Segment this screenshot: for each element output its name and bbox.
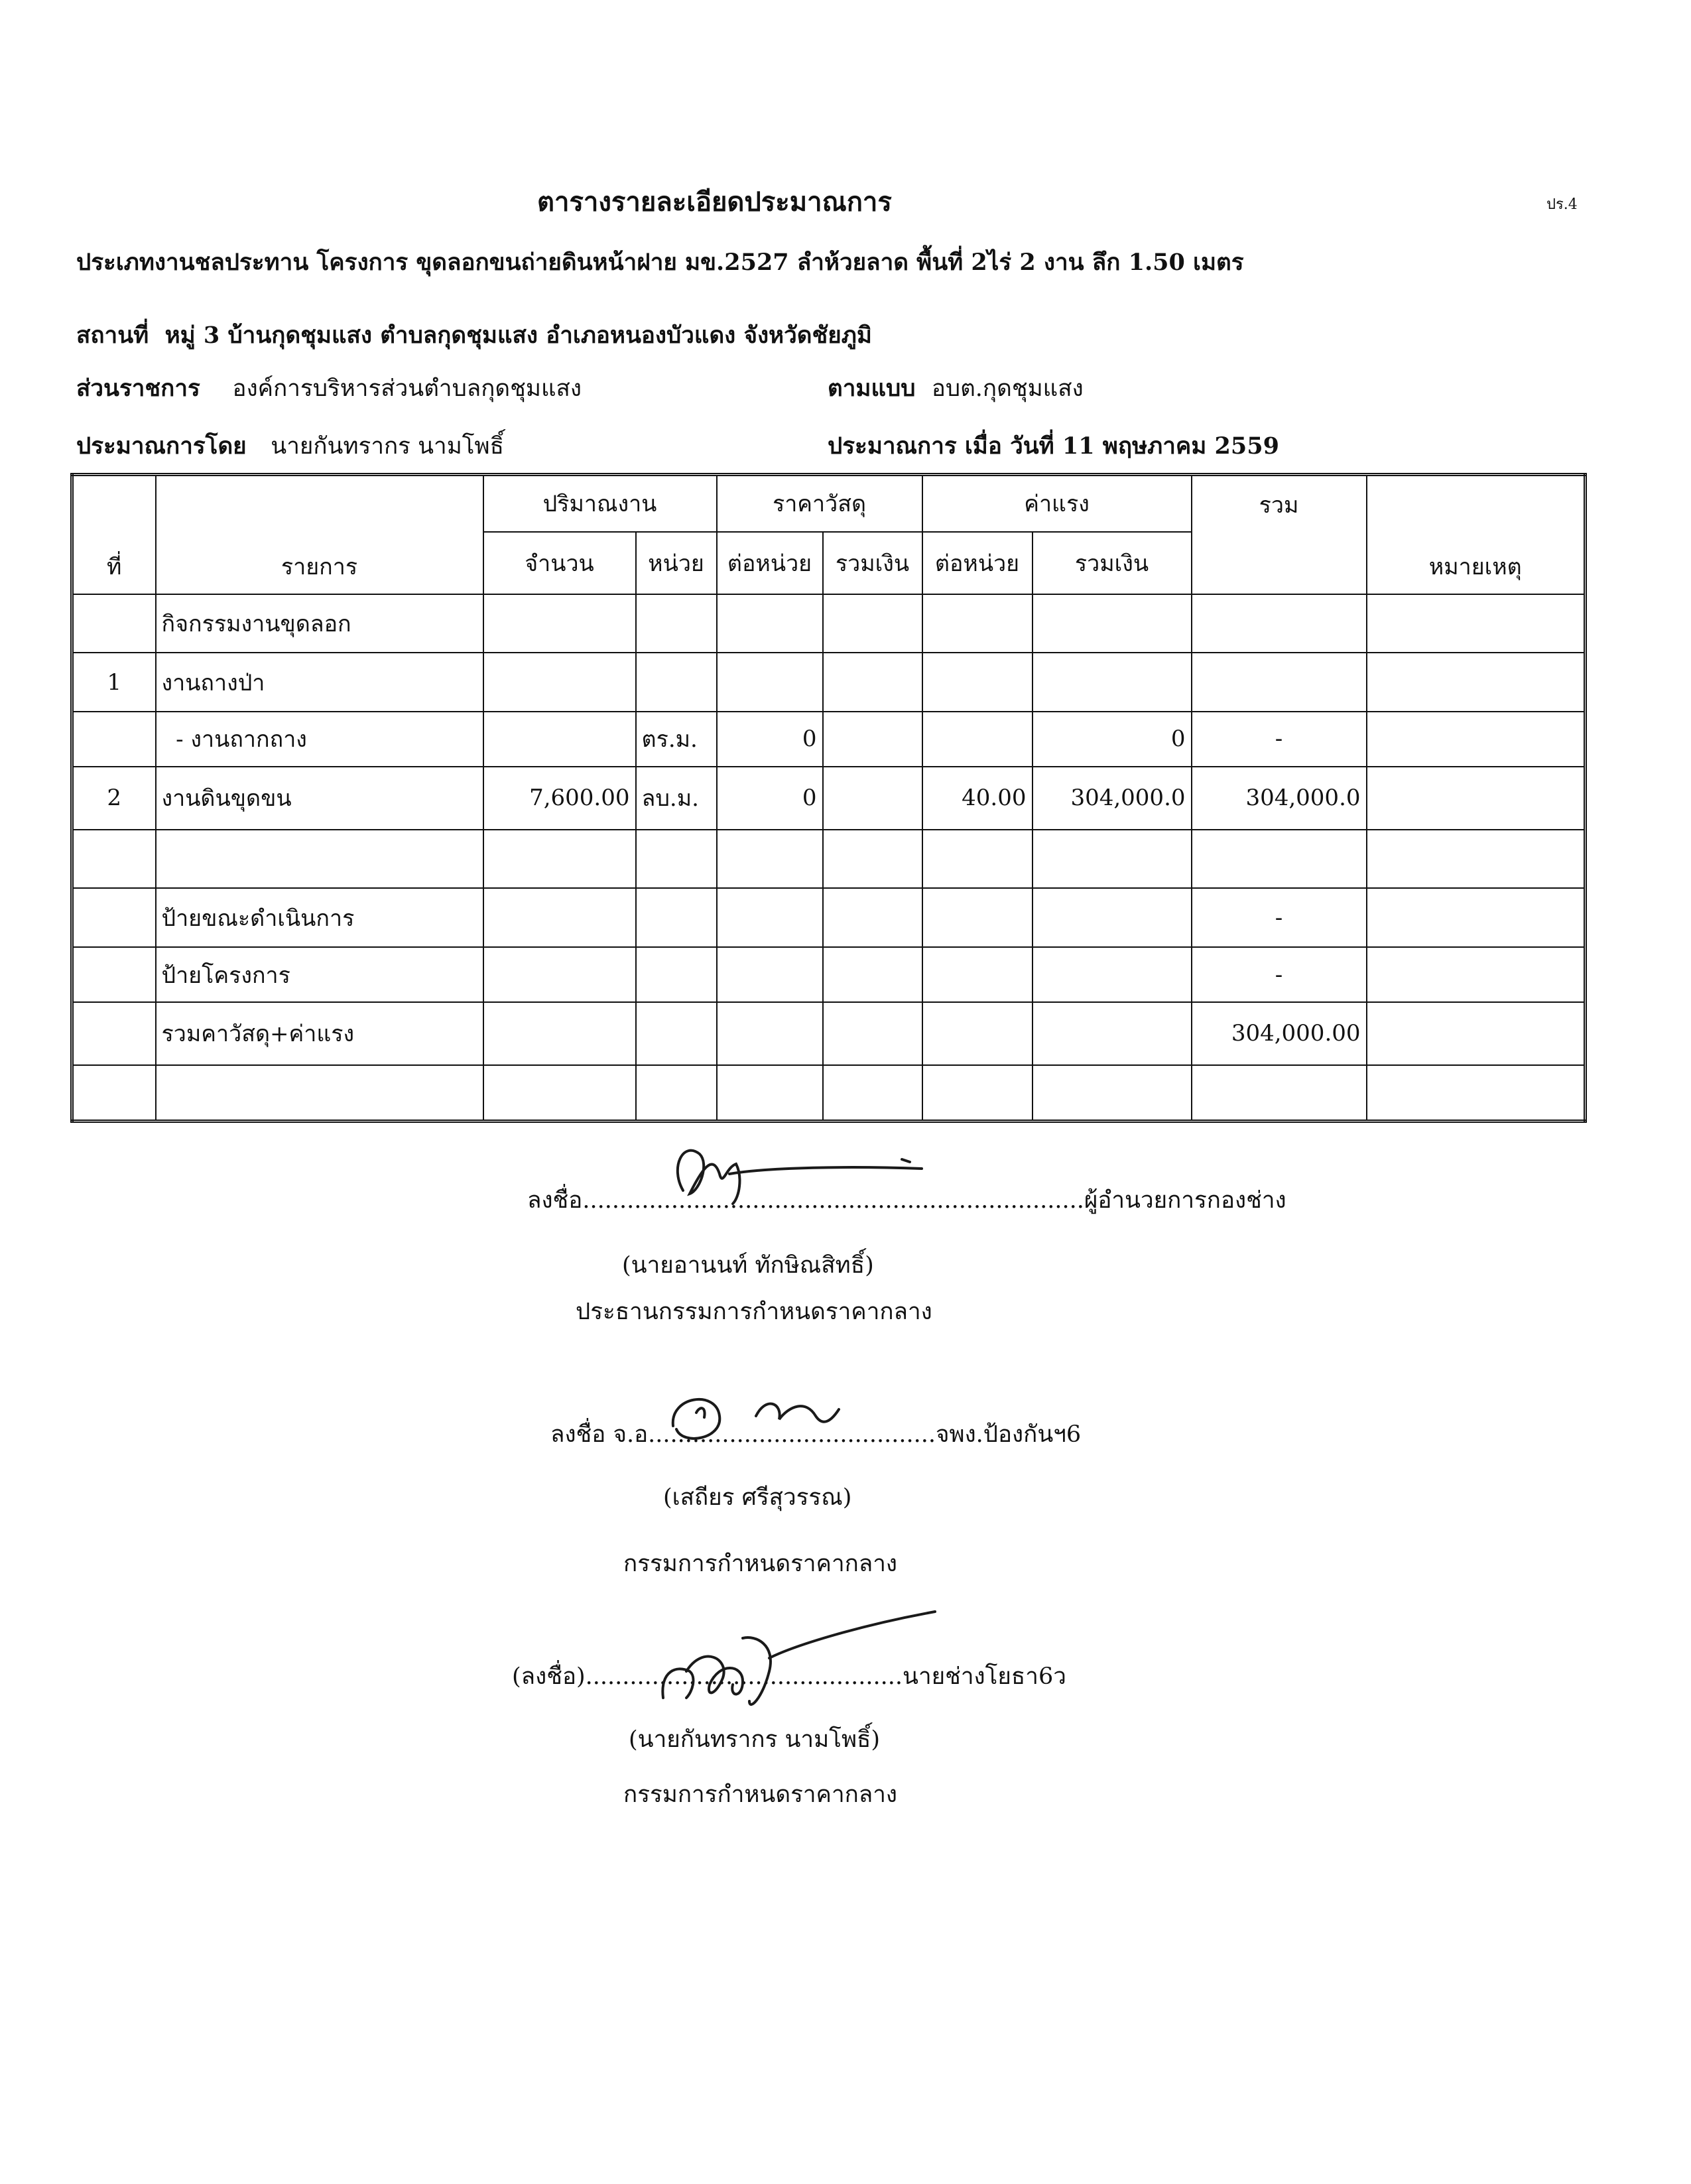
cell-remark bbox=[1367, 888, 1586, 947]
cell-mat-total bbox=[823, 1065, 922, 1122]
cell-remark bbox=[1367, 712, 1586, 767]
cell-unit bbox=[636, 830, 717, 889]
signature-suffix: จพง.ป้องกันฯ6 bbox=[936, 1421, 1082, 1448]
cell-item: งานดินขุดขน bbox=[156, 767, 483, 830]
header-qty-amount: จำนวน bbox=[483, 532, 636, 594]
pattern-line bbox=[828, 370, 1084, 407]
cell-amount bbox=[483, 653, 636, 712]
estimate-table bbox=[70, 473, 1587, 1123]
cell-mat-unit bbox=[717, 653, 823, 712]
cell-total bbox=[1192, 1065, 1367, 1122]
pattern-label: ตามแบบ bbox=[828, 375, 916, 402]
cell-mat-unit bbox=[717, 594, 823, 653]
cell-amount: 7,600.00 bbox=[483, 767, 636, 830]
estimator-line bbox=[76, 428, 504, 464]
location-line bbox=[76, 317, 872, 353]
cell-lab-total: 0 bbox=[1033, 712, 1192, 767]
cell-unit: ตร.ม. bbox=[636, 712, 717, 767]
cell-lab-total bbox=[1033, 947, 1192, 1002]
signatory-role-3: กรรมการกำหนดราคากลาง bbox=[623, 1781, 897, 1808]
cell-no: 1 bbox=[72, 653, 156, 712]
cell-remark bbox=[1367, 947, 1586, 1002]
table-row bbox=[72, 594, 1586, 653]
cell-no bbox=[72, 888, 156, 947]
signature-suffix: ผู้อำนวยการกองช่าง bbox=[1084, 1187, 1286, 1214]
agency-line bbox=[76, 370, 582, 407]
cell-mat-total bbox=[823, 830, 922, 889]
cell-remark bbox=[1367, 1065, 1586, 1122]
cell-lab-unit bbox=[922, 830, 1033, 889]
signature-suffix: นายช่างโยธา6ว bbox=[903, 1663, 1066, 1690]
estimator-value: นายกันทรากร นามโพธิ์ bbox=[271, 433, 504, 460]
cell-no bbox=[72, 1065, 156, 1122]
cell-unit bbox=[636, 594, 717, 653]
signature-dots: ........................................... bbox=[585, 1663, 903, 1690]
cell-mat-total bbox=[823, 888, 922, 947]
header-row-top bbox=[72, 475, 1586, 532]
header-total: รวม bbox=[1192, 475, 1367, 594]
cell-lab-total bbox=[1033, 653, 1192, 712]
cell-lab-unit bbox=[922, 594, 1033, 653]
cell-lab-unit bbox=[922, 712, 1033, 767]
cell-mat-unit bbox=[717, 947, 823, 1002]
cell-lab-total bbox=[1033, 888, 1192, 947]
cell-amount bbox=[483, 1065, 636, 1122]
cell-item bbox=[156, 830, 483, 889]
cell-lab-unit bbox=[922, 1065, 1033, 1122]
signatory-name-3: (นายกันทรากร นามโพธิ์) bbox=[629, 1726, 881, 1753]
cell-total bbox=[1192, 653, 1367, 712]
cell-lab-unit bbox=[922, 947, 1033, 1002]
cell-mat-unit: 0 bbox=[717, 712, 823, 767]
cell-total: - bbox=[1192, 947, 1367, 1002]
header-quantity: ปริมาณงาน bbox=[483, 475, 717, 532]
cell-lab-total bbox=[1033, 1065, 1192, 1122]
estimate-date: ประมาณการ เมื่อ วันที่ 11 พฤษภาคม 2559 bbox=[828, 432, 1279, 460]
cell-lab-unit: 40.00 bbox=[922, 767, 1033, 830]
location-value: หมู่ 3 บ้านกุดชุมแสง ตำบลกุดชุมแสง อำเภอหนองบัวแดง จังหวัดชัยภูมิ bbox=[164, 322, 872, 349]
signature-dots: ...................................... bbox=[655, 1421, 936, 1448]
signatory-name-2: (เสถียร ศรีสุวรรณ) bbox=[663, 1484, 852, 1511]
agency-label: ส่วนราชการ bbox=[76, 375, 200, 402]
signature-dots: .................................................................... bbox=[582, 1187, 1084, 1214]
cell-remark bbox=[1367, 653, 1586, 712]
handwritten-signature-3 bbox=[650, 1598, 955, 1718]
cell-mat-total bbox=[823, 712, 922, 767]
cell-total bbox=[1192, 594, 1367, 653]
table-row bbox=[72, 767, 1586, 830]
header-mat-unit-price: ต่อหน่วย bbox=[717, 532, 823, 594]
header-item: รายการ bbox=[156, 475, 483, 594]
cell-no bbox=[72, 594, 156, 653]
cell-lab-total bbox=[1033, 1002, 1192, 1065]
header-no: ที่ bbox=[72, 475, 156, 594]
cell-mat-unit bbox=[717, 830, 823, 889]
header-labor: ค่าแรง bbox=[922, 475, 1192, 532]
cell-unit bbox=[636, 1065, 717, 1122]
cell-item: ป้ายขณะดำเนินการ bbox=[156, 888, 483, 947]
cell-unit bbox=[636, 947, 717, 1002]
cell-unit: ลบ.ม. bbox=[636, 767, 717, 830]
header-mat-total: รวมเงิน bbox=[823, 532, 922, 594]
cell-item: กิจกรรมงานขุดลอก bbox=[156, 594, 483, 653]
cell-no bbox=[72, 712, 156, 767]
cell-remark bbox=[1367, 594, 1586, 653]
cell-mat-total bbox=[823, 594, 922, 653]
cell-total: 304,000.00 bbox=[1192, 1002, 1367, 1065]
cell-amount bbox=[483, 1002, 636, 1065]
cell-no bbox=[72, 1002, 156, 1065]
cell-no bbox=[72, 947, 156, 1002]
handwritten-signature-1 bbox=[663, 1127, 942, 1220]
cell-amount bbox=[483, 712, 636, 767]
table-row bbox=[72, 830, 1586, 889]
cell-mat-total bbox=[823, 947, 922, 1002]
agency-value: องค์การบริหารส่วนตำบลกุดชุมแสง bbox=[232, 375, 582, 402]
header-remark: หมายเหตุ bbox=[1367, 475, 1586, 594]
header-lab-total: รวมเงิน bbox=[1033, 532, 1192, 594]
cell-unit bbox=[636, 888, 717, 947]
table-row bbox=[72, 712, 1586, 767]
cell-lab-unit bbox=[922, 1002, 1033, 1065]
table-row bbox=[72, 947, 1586, 1002]
table-row bbox=[72, 653, 1586, 712]
header-material: ราคาวัสดุ bbox=[717, 475, 922, 532]
handwritten-signature-2 bbox=[657, 1376, 882, 1456]
cell-item: รวมคาวัสดุ+ค่าแรง bbox=[156, 1002, 483, 1065]
project-type-line: ประเภทงานชลประทาน โครงการ ขุดลอกขนถ่ายดินหน้าฝาย มข.2527 ลำห้วยลาด พื้นที่ 2ไร่ 2 งาน ลึก 1.50 เมตร bbox=[76, 249, 1244, 276]
signature-prefix: (ลงชื่อ) bbox=[512, 1663, 586, 1690]
signature-prefix: ลงชื่อ bbox=[527, 1187, 583, 1214]
form-code: ปร.4 bbox=[1546, 196, 1578, 213]
signatory-role-1: ประธานกรรมการกำหนดราคากลาง bbox=[576, 1299, 932, 1325]
cell-mat-total bbox=[823, 767, 922, 830]
signatory-name-1: (นายอานนท์ ทักษิณสิทธิ์) bbox=[622, 1252, 874, 1279]
cell-remark bbox=[1367, 767, 1586, 830]
location-label: สถานที่ bbox=[76, 322, 149, 349]
cell-lab-total bbox=[1033, 830, 1192, 889]
cell-lab-total: 304,000.0 bbox=[1033, 767, 1192, 830]
cell-unit bbox=[636, 653, 717, 712]
cell-mat-unit bbox=[717, 1002, 823, 1065]
cell-amount bbox=[483, 594, 636, 653]
cell-mat-unit: 0 bbox=[717, 767, 823, 830]
cell-remark bbox=[1367, 1002, 1586, 1065]
header-qty-unit: หน่วย bbox=[636, 532, 717, 594]
cell-item: งานถางป่า bbox=[156, 653, 483, 712]
cell-total: - bbox=[1192, 888, 1367, 947]
header-lab-unit-price: ต่อหน่วย bbox=[922, 532, 1033, 594]
table-row bbox=[72, 1065, 1586, 1122]
signature-prefix: ลงชื่อ จ.อ. bbox=[550, 1421, 656, 1448]
pattern-value: อบต.กุดชุมแสง bbox=[931, 375, 1084, 402]
cell-total: - bbox=[1192, 712, 1367, 767]
table-row bbox=[72, 1002, 1586, 1065]
cell-item: ป้ายโครงการ bbox=[156, 947, 483, 1002]
cell-amount bbox=[483, 830, 636, 889]
cell-no bbox=[72, 830, 156, 889]
cell-amount bbox=[483, 888, 636, 947]
estimator-label: ประมาณการโดย bbox=[76, 432, 247, 460]
cell-lab-unit bbox=[922, 888, 1033, 947]
cell-remark bbox=[1367, 830, 1586, 889]
cell-lab-unit bbox=[922, 653, 1033, 712]
cell-total bbox=[1192, 830, 1367, 889]
cell-no: 2 bbox=[72, 767, 156, 830]
cell-mat-unit bbox=[717, 1065, 823, 1122]
signatory-role-2: กรรมการกำหนดราคากลาง bbox=[623, 1551, 897, 1577]
page-title: ตารางรายละเอียดประมาณการ bbox=[537, 186, 892, 218]
cell-mat-total bbox=[823, 653, 922, 712]
cell-item: - งานถากถาง bbox=[156, 712, 483, 767]
cell-total: 304,000.0 bbox=[1192, 767, 1367, 830]
cell-mat-unit bbox=[717, 888, 823, 947]
cell-unit bbox=[636, 1002, 717, 1065]
cell-mat-total bbox=[823, 1002, 922, 1065]
cell-item bbox=[156, 1065, 483, 1122]
cell-lab-total bbox=[1033, 594, 1192, 653]
cell-amount bbox=[483, 947, 636, 1002]
table-row bbox=[72, 888, 1586, 947]
